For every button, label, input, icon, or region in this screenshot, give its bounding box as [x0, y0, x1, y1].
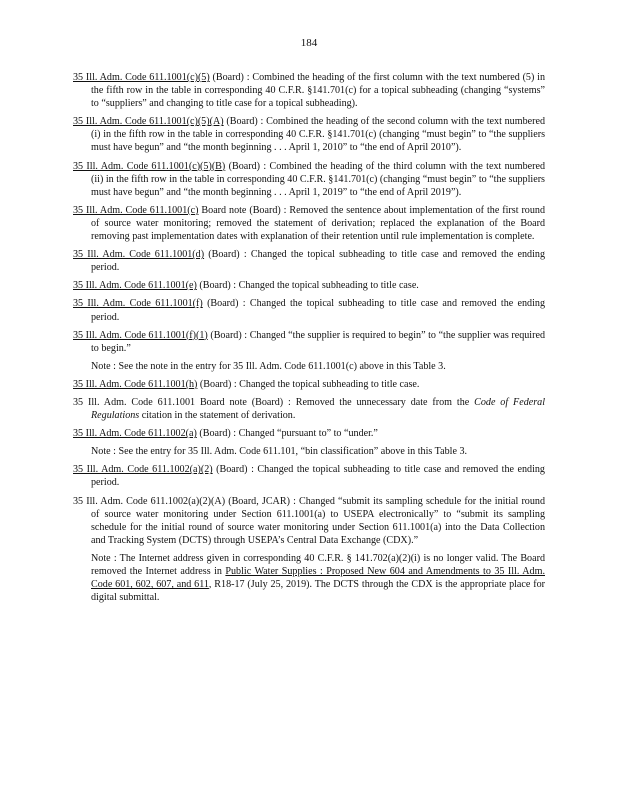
- entry-text: Board note (Board) : Removed the sentence about implementation of the first round of source water monitoring; removed the statement of derivation; replaced the explanation of the Board removing past implementation dates with explanation of their retention until rule implementation is complete.: [91, 204, 545, 243]
- note-text: Note : The Internet address given in corresponding 40 C.F.R. § 141.702(a)(2)(i) is no longer valid. The Board removed the Internet address in: [91, 552, 545, 577]
- publication-title: Code of Federal Regulations: [91, 396, 545, 422]
- entry-text: (Board) : Changed the topical subheading to title case.: [199, 280, 419, 292]
- entry: [73, 248, 545, 274]
- citation: 35 Ill. Adm. Code 611.1001(c): [73, 204, 199, 216]
- entry: [73, 495, 545, 547]
- entry: [73, 279, 545, 292]
- entry-text: (Board) : Changed “the supplier is required to begin” to “the supplier was required to begin.”: [91, 329, 545, 354]
- amendment-entries: [73, 71, 545, 609]
- note: Note : See the note in the entry for 35 Ill. Adm. Code 611.1001(c) above in this Table 3.: [91, 360, 446, 372]
- entry-text: (Board) : Changed “pursuant to” to “under.”: [199, 428, 378, 440]
- entry: [73, 71, 545, 110]
- entry-text: (Board) : Combined the heading of the third column with the text numbered (ii) in the fifth row in the table in corresponding 40 C.F.R. §141.701(c) (changing “must begin” to “the suppliers must have begun” and “the month beginning . . . April 1, 2019” to “the end of April 2019”).: [91, 160, 545, 198]
- entry: [73, 463, 545, 489]
- citation: 35 Ill. Adm. Code 611.1001(h): [73, 378, 198, 390]
- citation: 35 Ill. Adm. Code 611.1002(a)(2)(A): [73, 495, 226, 507]
- citation: 35 Ill. Adm. Code 611.1001(f): [73, 298, 203, 310]
- citation: 35 Ill. Adm. Code 611.1002(a)(2): [73, 464, 213, 476]
- citation: 35 Ill. Adm. Code 611.1001: [73, 396, 196, 408]
- entry: [73, 396, 545, 422]
- citation: 35 Ill. Adm. Code 611.1001(d): [73, 249, 205, 261]
- citation: 35 Ill. Adm. Code 611.1001(c)(5)(A): [73, 116, 224, 128]
- entry-text: (Board) : Changed the topical subheading to title case and removed the ending period.: [91, 249, 545, 274]
- citation: 35 Ill. Adm. Code 611.1001(c)(5)(B): [73, 160, 226, 172]
- entry-text: (Board) : Combined the heading of the second column with the text numbered (i) in the fifth row in the table in corresponding 40 C.F.R. §141.701(c) (changing “must begin” to “the suppliers must have begun” and “the month beginning . . . April 1, 2010” to “the end of April 2010”).: [91, 116, 546, 154]
- entry: [73, 297, 545, 323]
- entry: [73, 204, 545, 243]
- citation: 35 Ill. Adm. Code 611.1001(e): [73, 280, 197, 292]
- entry-text: (Board) : Changed the topical subheading to title case.: [199, 378, 420, 390]
- page-number: 184: [300, 37, 318, 49]
- rulemaking-title: Public Water Supplies : Proposed New 604 and Amendments to 35 Ill. Adm. Code 601, 602, 607, and 611: [91, 566, 545, 591]
- citation: 35 Ill. Adm. Code 611.1001(c)(5): [73, 72, 210, 83]
- entry-text: (Board) : Changed the topical subheading to title case and removed the ending period.: [91, 298, 545, 323]
- entry-text: (Board) : Changed the topical subheading to title case and removed the ending period.: [91, 464, 545, 489]
- note: [73, 552, 545, 604]
- entry-text: Board note (Board) : Removed the unnecessary date from the: [199, 396, 470, 408]
- entry: [73, 329, 545, 355]
- citation: 35 Ill. Adm. Code 611.1001(f)(1): [73, 329, 208, 341]
- note-text-tail: , R18-17 (July 25, 2019). The DCTS through the CDX is the appropriate place for digital submittal.: [91, 579, 545, 604]
- entry: [73, 160, 545, 199]
- citation: 35 Ill. Adm. Code 611.1002(a): [73, 428, 197, 440]
- entry-text: (Board) : Combined the heading of the first column with the text numbered (5) in the fifth row in the table in corresponding 40 C.F.R. §141.701(c) for a topical subheading (changing “systems” to “suppliers” and changing to title case for a topical subheading).: [91, 72, 545, 110]
- entry-text-tail: citation in the statement of derivation.: [141, 410, 296, 422]
- entry: [73, 427, 545, 440]
- entry: [73, 378, 545, 391]
- entry-text: (Board, JCAR) : Changed “submit its sampling schedule for the initial round of source water monitoring under Section 611.1001(a) to USEPA electronically” to “submit its sampling schedule for the initial round of source water monitoring under Section 611.1001(a) into the Data Collection and Tracking System (DCTS) through USEPA’s Central Data Exchange (CDX).”: [91, 495, 545, 546]
- note: Note : See the entry for 35 Ill. Adm. Code 611.101, “bin classification” above in this Table 3.: [91, 446, 468, 458]
- entry: [73, 115, 545, 154]
